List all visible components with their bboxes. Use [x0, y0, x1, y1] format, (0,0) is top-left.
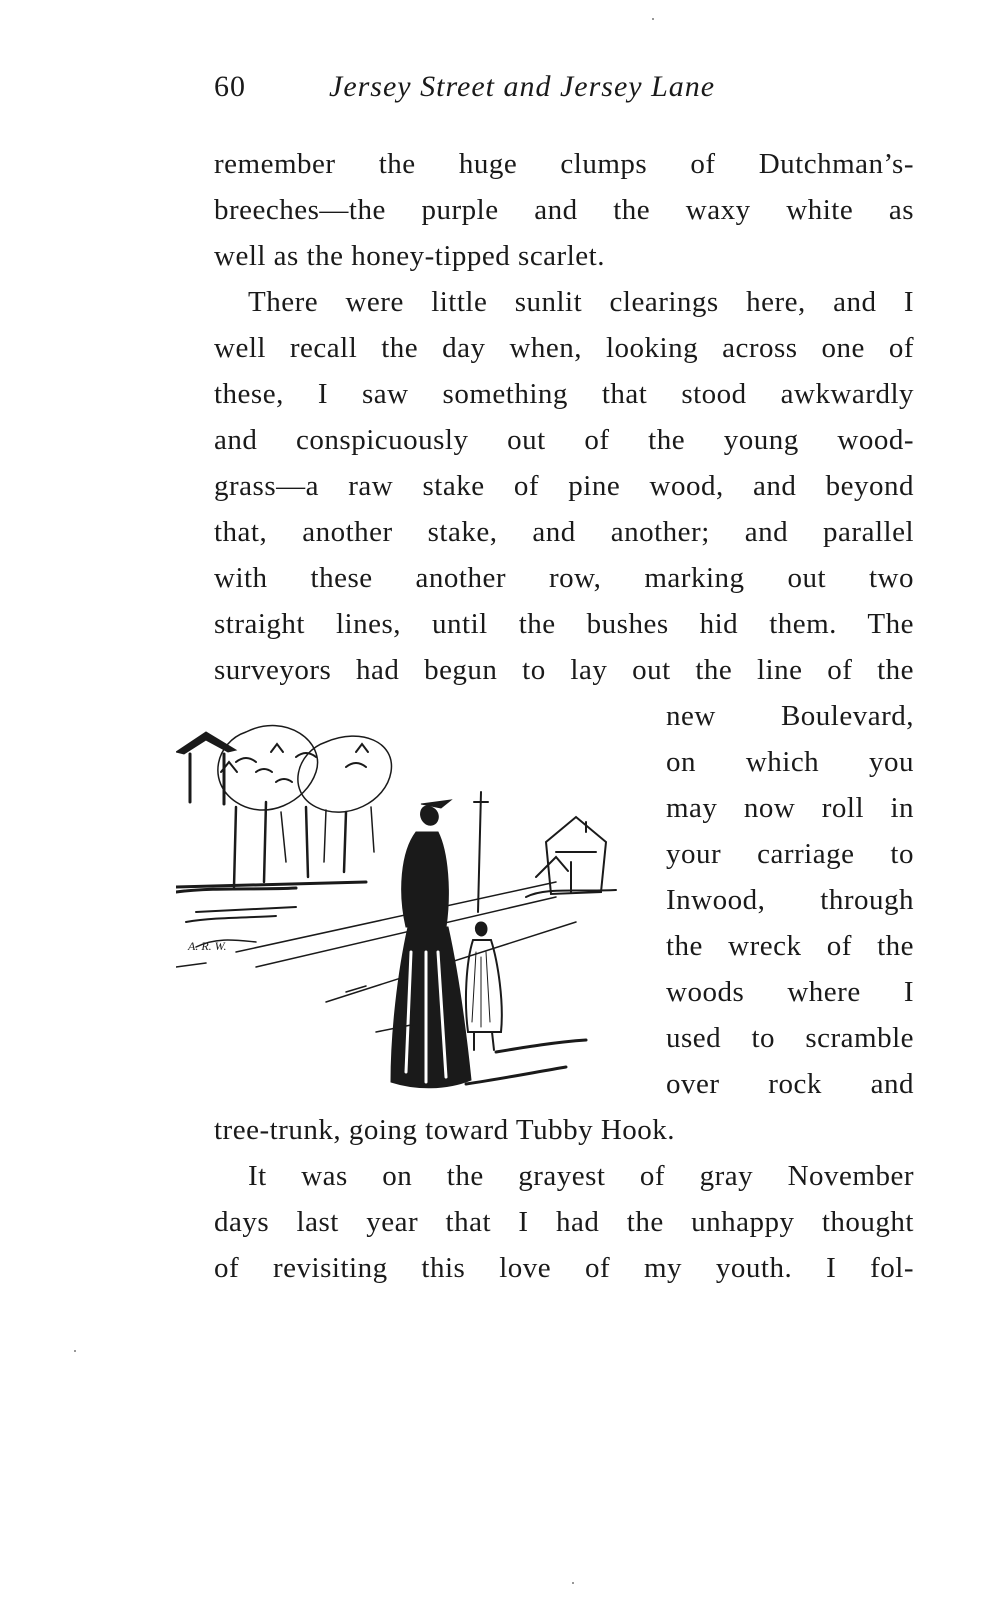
text-line: woods where I: [666, 976, 914, 1008]
illustration: [176, 712, 646, 1112]
text-line: new Boulevard,: [666, 700, 914, 732]
text-line: that, another stake, and another; and parallel: [214, 516, 914, 548]
running-header: [214, 70, 814, 120]
text-line: may now roll in: [666, 792, 914, 824]
text-line: and conspicuously out of the young wood-: [214, 424, 914, 456]
text-line: your carriage to: [666, 838, 914, 870]
text-line: well as the honey-tipped scarlet.: [214, 240, 605, 272]
text-line: over rock and: [666, 1068, 914, 1100]
text-line: the wreck of the: [666, 930, 914, 962]
text-line: It was on the grayest of gray November: [248, 1160, 914, 1192]
text-line: of revisiting this love of my youth. I fol-: [214, 1252, 914, 1284]
running-title: Jersey Street and Jersey Lane: [329, 70, 716, 103]
woman-and-child-on-boulevard-drawing: [176, 712, 646, 1112]
text-line: on which you: [666, 746, 914, 778]
text-line: these, I saw something that stood awkwardly: [214, 378, 914, 410]
text-line: days last year that I had the unhappy thought: [214, 1206, 914, 1238]
text-line: remember the huge clumps of Dutchman’s-: [214, 148, 914, 180]
text-line: There were little sunlit clearings here, and I: [248, 286, 914, 318]
text-line: breeches—the purple and the waxy white as: [214, 194, 914, 226]
text-line: tree-trunk, going toward Tubby Hook.: [214, 1114, 676, 1146]
speck: [652, 18, 654, 20]
text-line: Inwood, through: [666, 884, 914, 916]
text-line: grass—a raw stake of pine wood, and beyond: [214, 470, 914, 502]
speck: [74, 1350, 76, 1352]
speck: [572, 1582, 574, 1584]
text-line: used to scramble: [666, 1022, 914, 1054]
text-line: straight lines, until the bushes hid them. The: [214, 608, 914, 640]
text-line: surveyors had begun to lay out the line of the: [214, 654, 914, 686]
artist-signature: A. R. W.: [188, 939, 227, 953]
text-line: with these another row, marking out two: [214, 562, 914, 594]
text-line: well recall the day when, looking across one of: [214, 332, 914, 364]
page-number: 60: [214, 70, 246, 103]
